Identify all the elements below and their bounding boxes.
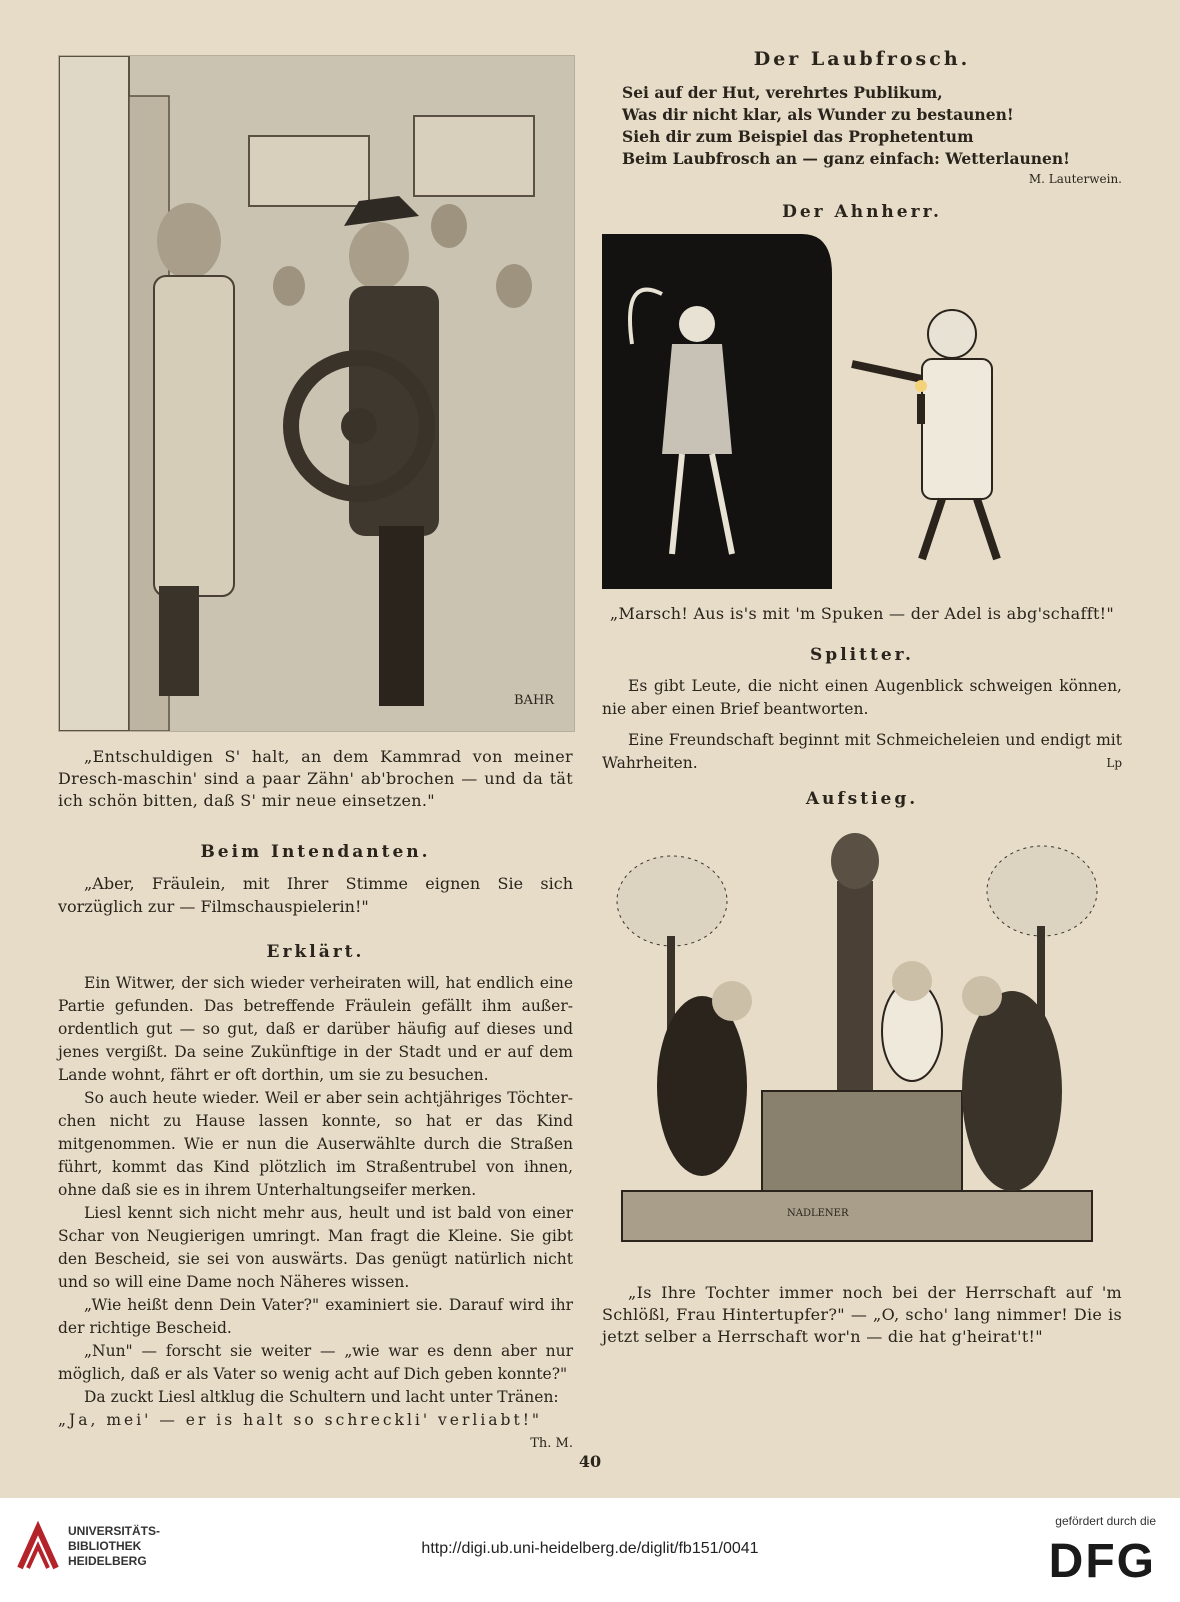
dentist-illustration — [58, 55, 575, 732]
erklaert-paragraph: Da zuckt Liesl altklug die Schultern und lacht unter Tränen: — [84, 1388, 559, 1406]
laubfrosch-heading: Der Laubfrosch. — [753, 48, 971, 70]
aufstieg-caption: „Is Ihre Tochter immer noch bei der Herrschaft auf 'm Schlößl, Frau Hintertupfer?" — „O, scho' lang nimmer! Die is jetzt selber a Herrschaft wor'n — die hat g'heirat't!" — [602, 1283, 1122, 1346]
erklaert-paragraph: Ein Witwer, der sich wieder verheiraten will, hat endlich eine Partie gefunden. Das betreffende Fräulein gefällt ihm außer-ordentlich gut — so gut, daß er darüber häufig auf dieses und jenes vergißt. Da seine Zukünftige in der Stadt und er auf dem Lande wohnt, fährt er oft dorthin, um sie zu besuchen. — [58, 974, 573, 1084]
laubfrosch-poem — [622, 82, 1122, 170]
poem-line: Beim Laubfrosch an — ganz einfach: Wetterlaunen! — [622, 149, 1070, 168]
intendant-heading: Beim Intendanten. — [200, 842, 431, 862]
punchline-text: „Ja, mei' — er is halt so schreckli' verliabt!" — [58, 1411, 543, 1429]
intendant-text: „Aber, Fräulein, mit Ihrer Stimme eignen Sie sich vorzüglich zur — Filmschauspielerin!" — [58, 874, 573, 916]
erklaert-article — [58, 972, 573, 1451]
erklaert-paragraph: Liesl kennt sich nicht mehr aus, heult und ist bald von einer Schar von Neugierigen umringt. Man fragt die Kleine. Sie gibt den Bescheid, sie sei von auswärts. Das genügt natürlich nicht und so will eine Dame noch Näheres wissen. — [58, 1204, 573, 1291]
erklaert-paragraph: „Wie heißt denn Dein Vater?" examiniert sie. Darauf wird ihr der richtige Bescheid. — [58, 1296, 573, 1337]
author-signature: Th. M. — [530, 1436, 573, 1451]
splitter-aphorism-2 — [602, 729, 1122, 775]
splitter-heading: Splitter. — [810, 645, 914, 665]
digitization-footer — [0, 1498, 1180, 1602]
ahnherr-heading: Der Ahnherr. — [782, 202, 942, 222]
institution-line: HEIDELBERG — [68, 1554, 147, 1568]
aphorism-text: Eine Freundschaft beginnt mit Schmeicheleien und endigt mit Wahrheiten. — [602, 731, 1122, 772]
illustration-signature: BAHR — [514, 693, 555, 708]
funding-label: gefördert durch die — [1055, 1514, 1156, 1528]
aufstieg-heading: Aufstieg. — [805, 789, 919, 809]
poem-line: Sei auf der Hut, verehrtes Publikum, — [622, 83, 943, 102]
laubfrosch-author: M. Lauterwein. — [1028, 172, 1122, 186]
erklaert-paragraph: „Nun" — forscht sie weiter — „wie war es denn aber nur möglich, daß er als Vater so wenig acht auf Dich geben konnte?" — [58, 1342, 573, 1383]
digital-copy-link[interactable]: http://digi.ub.uni-heidelberg.de/diglit/fb151/0041 — [421, 1540, 759, 1557]
left-column — [58, 55, 573, 1455]
splitter-signature: Lp — [1106, 756, 1122, 770]
dentist-caption: „Entschuldigen S' halt, an dem Kammrad von meiner Dresch-maschin' sind a paar Zähn' ab'brochen — und da tät ich schön bitten, daß S' mir neue einsetzen." — [58, 747, 573, 810]
illustration-signature: NADLENER — [787, 1208, 849, 1219]
erklaert-heading: Erklärt. — [266, 942, 365, 962]
dfg-logo: DFG — [1048, 1535, 1156, 1588]
erklaert-paragraph: So auch heute wieder. Weil er aber sein achtjähriges Töchter-chen nicht zu Hause lassen konnte, so hat er das Kind mitgenommen. Wie er nun die Auserwählte durch die Straßen führt, kommt das Kind plötzlich im Straßentrubel von ihnen, ohne daß sie es in ihrem Unterhaltungseifer merken. — [58, 1089, 573, 1199]
aufstieg-illustration — [612, 821, 1102, 1266]
poem-line: Sieh dir zum Beispiel das Prophetentum — [622, 127, 974, 146]
right-column — [602, 48, 1122, 1348]
institution-line: UNIVERSITÄTS- — [68, 1524, 161, 1538]
institution-line: BIBLIOTHEK — [68, 1539, 142, 1553]
splitter-aphorism-1: Es gibt Leute, die nicht einen Augenblick schweigen können, nie aber einen Brief beantworten. — [602, 677, 1122, 718]
page-number: 40 — [578, 1452, 602, 1471]
erklaert-punchline — [58, 1409, 573, 1451]
ahnherr-caption: „Marsch! Aus is's mit 'm Spuken — der Adel is abg'schafft!" — [609, 604, 1115, 623]
ahnherr-illustration — [602, 234, 1112, 589]
poem-line: Was dir nicht klar, als Wunder zu bestaunen! — [622, 105, 1014, 124]
